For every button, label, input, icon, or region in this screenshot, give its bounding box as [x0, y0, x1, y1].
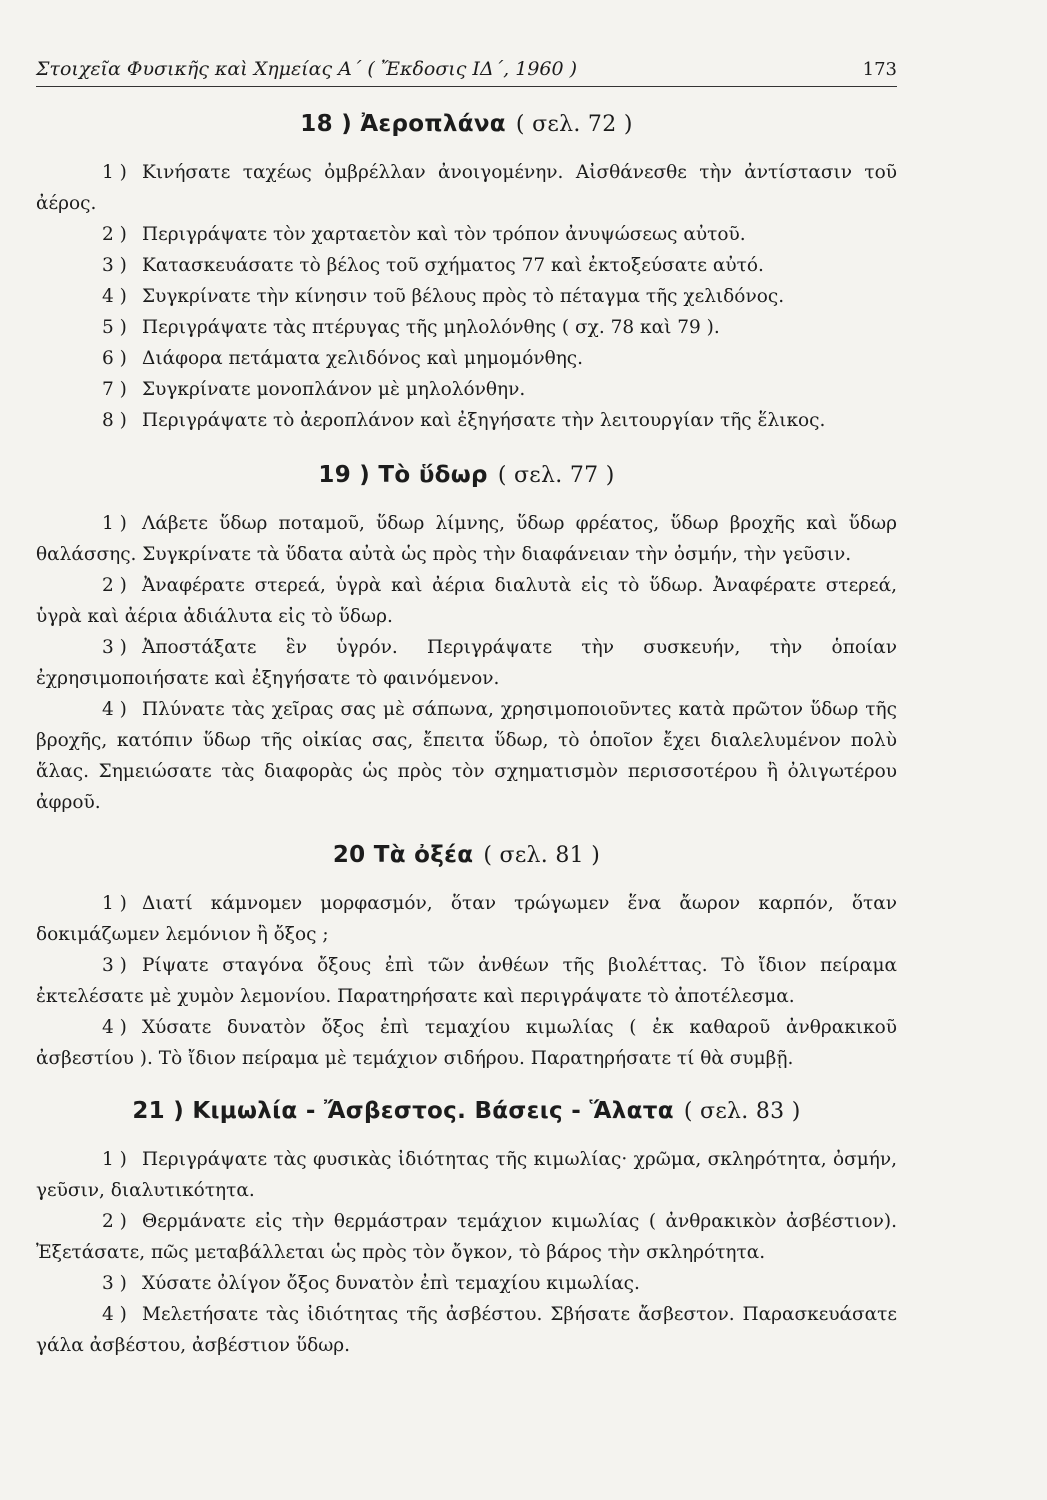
header-title: Στοιχεῖα Φυσικῆς καὶ Χημείας Α΄ ( Ἔκδοσις ΙΔ΄, 1960 ) [36, 58, 578, 80]
page-number: 173 [862, 59, 897, 80]
list-item: 4 ) Συγκρίνατε τὴν κίνησιν τοῦ βέλους πρὸς τὸ πέταγμα τῆς χελιδόνος. [102, 286, 785, 307]
list-item: 4 ) Πλύνατε τὰς χεῖρας σας μὲ σάπωνα, χρησιμοποιοῦντες κατὰ πρῶτον ὕδωρ τῆς βροχῆς, κατόπιν ὕδωρ τῆς οἰκίας σας, ἔπειτα ὕδωρ, τὸ ὁποῖον ἔχει διαλελυμένον πολὺ ἅλας. Σημειώσατε τὰς διαφορὰς ὡς πρὸς τὸν σχηματισμὸν περισσοτέρου ἢ ὀλιγωτέρου ἀφροῦ. [36, 699, 897, 813]
running-header [36, 58, 897, 87]
list-item: 1 ) Περιγράψατε τὰς φυσικὰς ἰδιότητας τῆς κιμωλίας· χρῶμα, σκληρότητα, ὀσμήν, γεῦσιν, διαλυτικότητα. [36, 1149, 897, 1201]
list-item: 4 ) Χύσατε δυνατὸν ὄξος ἐπὶ τεμαχίου κιμωλίας ( ἐκ καθαροῦ ἀνθρακικοῦ ἀσβεστίου ). Τὸ ἴδιον πείραμα μὲ τεμάχιον σιδήρου. Παρατηρήσατε τί θὰ συμβῇ. [36, 1017, 897, 1069]
section-title: 21 ) Κιμωλία - Ἄσβεστος. Βάσεις - Ἅλατα ( σελ. 83 ) [132, 1098, 801, 1124]
list-item: 2 ) Ἀναφέρατε στερεά, ὑγρὰ καὶ ἀέρια διαλυτὰ εἰς τὸ ὕδωρ. Ἀναφέρατε στερεά, ὑγρὰ καὶ ἀέρια ἀδιάλυτα εἰς τὸ ὕδωρ. [36, 575, 897, 627]
list-item: 1 ) Διατί κάμνομεν μορφασμόν, ὅταν τρώγωμεν ἕνα ἄωρον καρπόν, ὅταν δοκιμάζωμεν λεμόνιον ἢ ὄξος ; [36, 893, 897, 945]
section-title: 18 ) Ἀεροπλάνα ( σελ. 72 ) [300, 111, 633, 137]
list-item: 6 ) Διάφορα πετάματα χελιδόνος καὶ μημομόνθης. [102, 348, 584, 369]
list-item: 4 ) Μελετήσατε τὰς ἰδιότητας τῆς ἀσβέστου. Σβήσατε ἄσβεστον. Παρασκευάσατε γάλα ἀσβέστου, ἀσβέστιον ὕδωρ. [36, 1304, 897, 1356]
section-title: 20 Τὰ ὀξέα ( σελ. 81 ) [332, 842, 601, 868]
list-item: 3 ) Κατασκευάσατε τὸ βέλος τοῦ σχήματος 77 καὶ ἐκτοξεύσατε αὐτό. [102, 255, 764, 276]
section-title: 19 ) Τὸ ὕδωρ ( σελ. 77 ) [318, 462, 615, 488]
list-item: 3 ) Ρίψατε σταγόνα ὄξους ἐπὶ τῶν ἀνθέων τῆς βιολέττας. Τὸ ἴδιον πείραμα ἐκτελέσατε μὲ χυμὸν λεμονίου. Παρατηρήσατε καὶ περιγράψατε τὸ ἀποτέλεσμα. [36, 955, 897, 1007]
list-item: 1 ) Κινήσατε ταχέως ὀμβρέλλαν ἀνοιγομένην. Αἰσθάνεσθε τὴν ἀντίστασιν τοῦ ἀέρος. [36, 162, 897, 214]
section-20 [36, 842, 897, 1074]
list-item: 2 ) Θερμάνατε εἰς τὴν θερμάστραν τεμάχιον κιμωλίας ( ἀνθρακικὸν ἀσβέστιον). Ἐξετάσατε, πῶς μεταβάλλεται ὡς πρὸς τὸν ὄγκον, τὸ βάρος τὴν σκληρότητα. [36, 1211, 897, 1263]
list-item: 8 ) Περιγράψατε τὸ ἀεροπλάνον καὶ ἐξηγήσατε τὴν λειτουργίαν τῆς ἕλικος. [102, 410, 826, 431]
section-21 [36, 1098, 897, 1361]
section-19 [36, 462, 897, 818]
list-item: 7 ) Συγκρίνατε μονοπλάνον μὲ μηλολόνθην. [102, 379, 526, 400]
list-item: 3 ) Ἀποστάξατε ἓν ὑγρόν. Περιγράψατε τὴν συσκευήν, τὴν ὁποίαν ἐχρησιμοποιήσατε καὶ ἐξηγήσατε τὸ φαινόμενον. [36, 637, 897, 689]
list-item: 1 ) Λάβετε ὕδωρ ποταμοῦ, ὕδωρ λίμνης, ὕδωρ φρέατος, ὕδωρ βροχῆς καὶ ὕδωρ θαλάσσης. Συγκρίνατε τὰ ὕδατα αὐτὰ ὡς πρὸς τὴν διαφάνειαν τὴν ὀσμήν, τὴν γεῦσιν. [36, 513, 897, 565]
list-item: 3 ) Χύσατε ὀλίγον ὄξος δυνατὸν ἐπὶ τεμαχίου κιμωλίας. [102, 1273, 640, 1294]
list-item: 2 ) Περιγράψατε τὸν χαρταετὸν καὶ τὸν τρόπον ἀνυψώσεως αὐτοῦ. [102, 224, 746, 245]
section-18 [36, 111, 897, 436]
list-item: 5 ) Περιγράψατε τὰς πτέρυγας τῆς μηλολόνθης ( σχ. 78 καὶ 79 ). [102, 317, 720, 338]
